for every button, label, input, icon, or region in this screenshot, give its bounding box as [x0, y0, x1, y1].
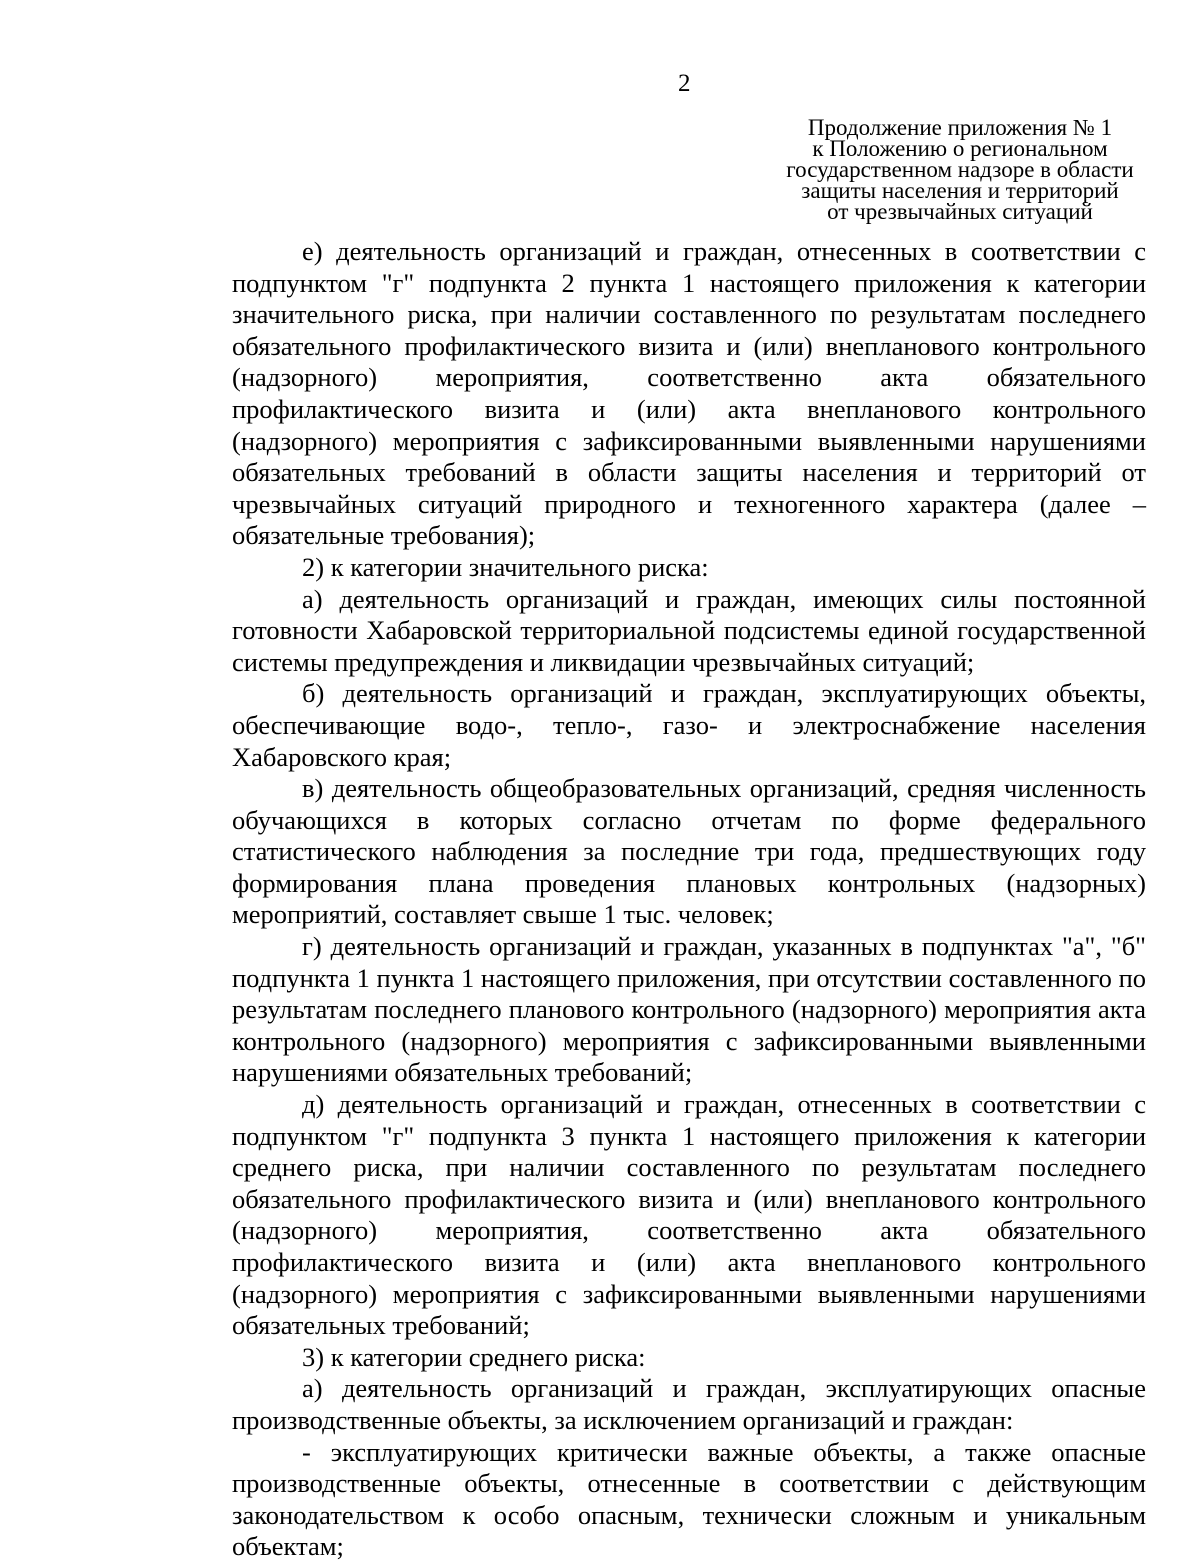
- paragraph: а) деятельность организаций и граждан, эксплуатирующих опасные производственные объекты, за исключением организаций и граждан:: [232, 1373, 1146, 1435]
- paragraph: - эксплуатирующих критически важные объекты, а также опасные производственные объекты, отнесенные в соответствии с действующим законодательством к особо опасным, технически сложным и уникальным объектам;: [232, 1436, 1146, 1562]
- page-number: 2: [678, 70, 691, 97]
- appendix-header: [740, 117, 1180, 222]
- header-line: защиты населения и территорий: [801, 178, 1119, 203]
- header-line: к Положению о региональном: [812, 136, 1108, 161]
- paragraph: а) деятельность организаций и граждан, имеющих силы постоянной готовности Хабаровской территориальной подсистемы единой государственной системы предупреждения и ликвидации чрезвычайных ситуаций;: [232, 583, 1146, 677]
- paragraph: 2) к категории значительного риска:: [302, 551, 709, 582]
- header-line: государственном надзоре в области: [786, 157, 1134, 182]
- paragraph: 3) к категории среднего риска:: [302, 1341, 646, 1372]
- header-line: Продолжение приложения № 1: [807, 115, 1113, 140]
- document-body: [232, 236, 1146, 1563]
- paragraph: в) деятельность общеобразовательных организаций, средняя численность обучающихся в которых согласно отчетам по форме федерального статистического наблюдения за последние три года, предшествующих году формирования плана проведения плановых контрольных (надзорных) мероприятий, составляет свыше 1 тыс. человек;: [232, 773, 1146, 930]
- header-line: от чрезвычайных ситуаций: [827, 199, 1093, 224]
- paragraph: г) деятельность организаций и граждан, указанных в подпунктах "а", "б" подпункта 1 пункта 1 настоящего приложения, при отсутствии составленного по результатам последнего планового контрольного (надзорного) мероприятия акта контрольного (надзорного) мероприятия с зафиксированными выявленными нарушениями обязательных требований;: [232, 931, 1146, 1088]
- paragraph: е) деятельность организаций и граждан, отнесенных в соответствии с подпунктом "г" подпункта 2 пункта 1 настоящего приложения к категории значительного риска, при наличии составленного по результатам последнего обязательного профилактического визита и (или) внепланового контрольного (надзорного) мероприятия, соответственно акта обязательного профилактического визита и (или) акта внепланового контрольного (надзорного) мероприятия с зафиксированными выявленными нарушениями обязательных требований в области защиты населения и территорий от чрезвычайных ситуаций природного и техногенного характера (далее – обязательные требования);: [232, 236, 1146, 551]
- paragraph: д) деятельность организаций и граждан, отнесенных в соответствии с подпунктом "г" подпункта 3 пункта 1 настоящего приложения к категории среднего риска, при наличии составленного по результатам последнего обязательного профилактического визита и (или) внепланового контрольного (надзорного) мероприятия, соответственно акта обязательного профилактического визита и (или) акта внепланового контрольного (надзорного) мероприятия с зафиксированными выявленными нарушениями обязательных требований;: [232, 1089, 1146, 1341]
- paragraph: б) деятельность организаций и граждан, эксплуатирующих объекты, обеспечивающие водо-, тепло-, газо- и электроснабжение населения Хабаровского края;: [232, 678, 1146, 772]
